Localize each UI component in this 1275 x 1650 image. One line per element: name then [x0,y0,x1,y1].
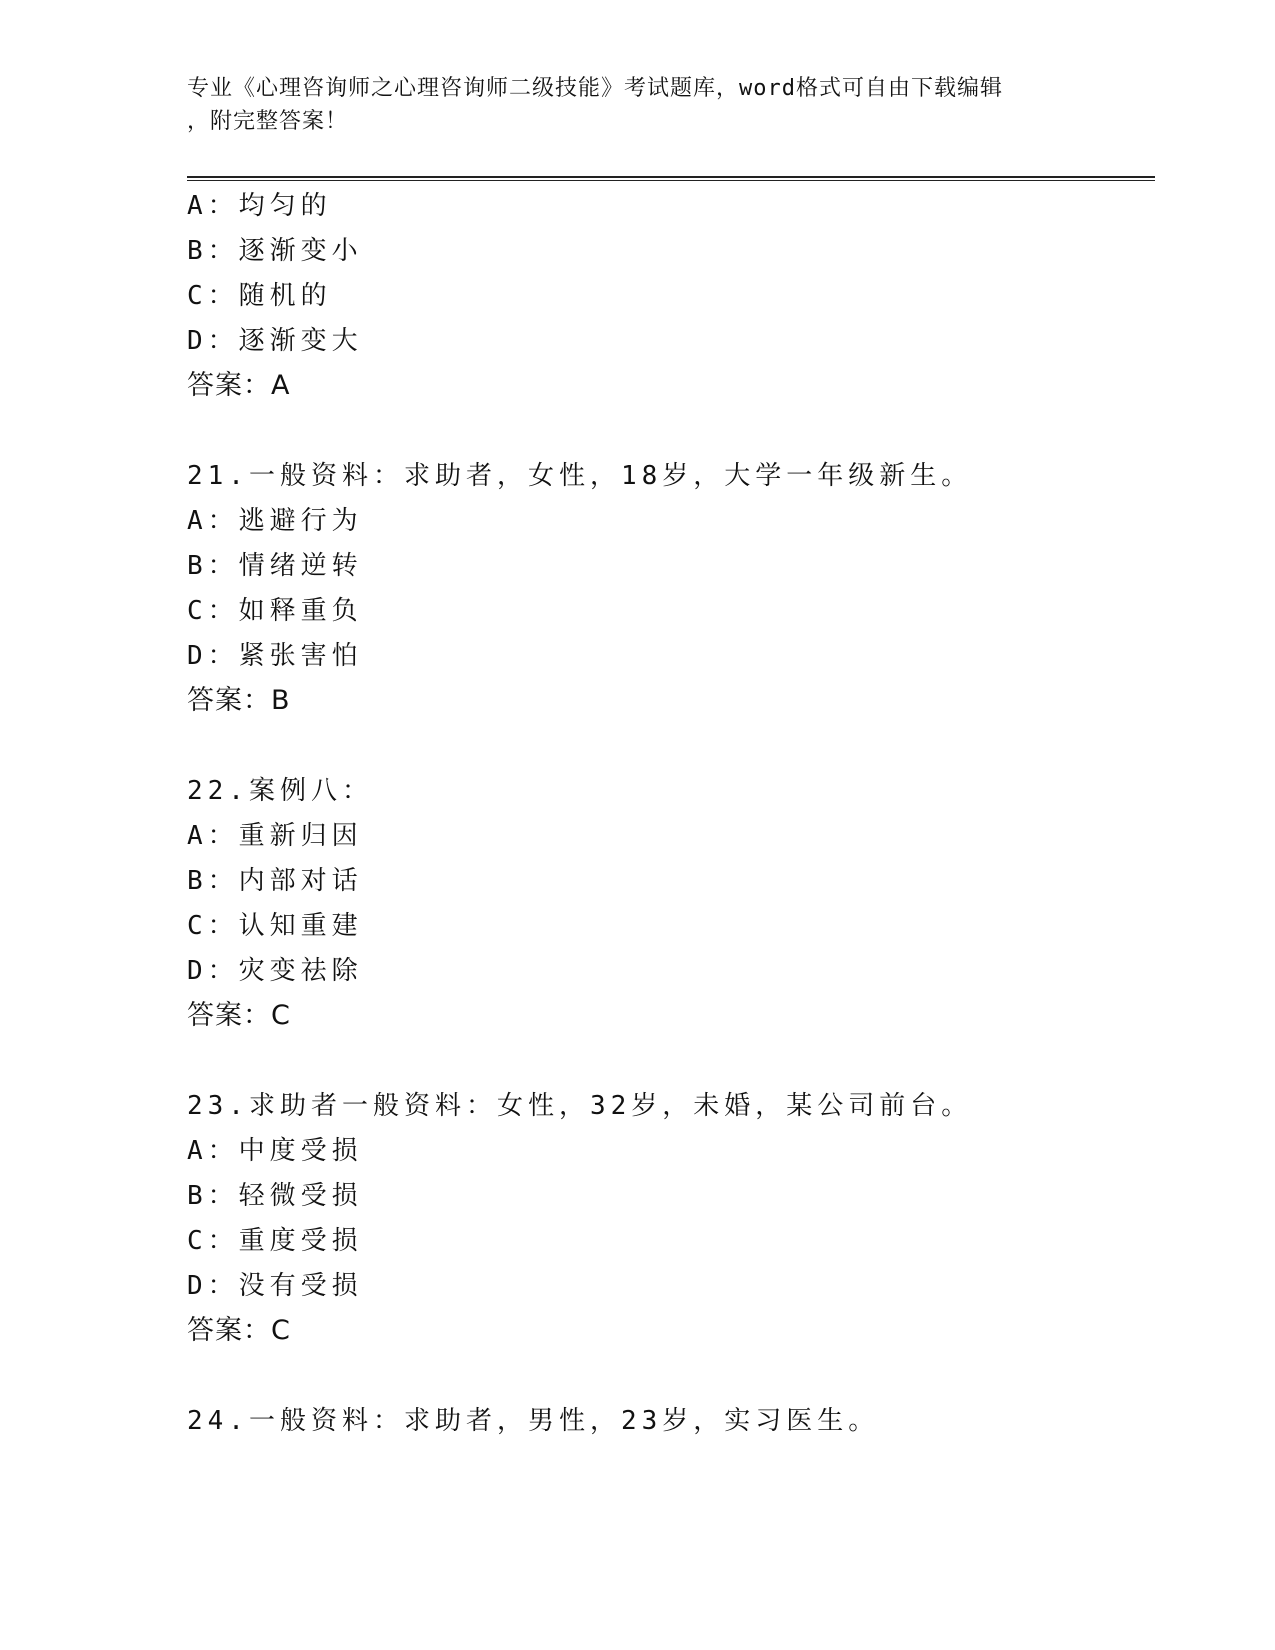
q20-answer: 答案：A [187,370,291,401]
q21-option-b: B：情绪逆转 [187,551,363,581]
q21-option-d: D：紧张害怕 [187,641,363,671]
q22-option-b: B：内部对话 [187,866,363,896]
header-subtitle-line: ，附完整答案！ [187,109,349,134]
q22-option-a: A：重新归因 [187,821,363,851]
q21-answer: 答案：B [187,685,291,716]
q21-option-c: C：如释重负 [187,596,363,626]
q23-option-b: B：轻微受损 [187,1181,363,1211]
q23-option-a: A：中度受损 [187,1136,363,1166]
q22-answer: 答案：C [187,1000,291,1031]
q24-stem: 24.一般资料：求助者，男性，23岁，实习医生。 [187,1406,880,1436]
q23-stem: 23.求助者一般资料：女性，32岁，未婚，某公司前台。 [187,1091,973,1121]
q21-option-a: A：逃避行为 [187,506,363,536]
q22-option-c: C：认知重建 [187,911,363,941]
header-divider [187,176,1155,181]
q20-option-c: C：随机的 [187,281,332,311]
q22-stem: 22.案例八： [187,776,373,806]
q20-option-a: A：均匀的 [187,191,332,221]
q20-option-b: B：逐渐变小 [187,236,363,266]
q22-option-d: D：灾变祛除 [187,956,363,986]
document-header [187,72,1067,138]
q21-stem: 21.一般资料：求助者，女性，18岁，大学一年级新生。 [187,461,973,491]
q20-option-d: D：逐渐变大 [187,326,363,356]
q23-answer: 答案：C [187,1315,291,1346]
q23-option-c: C：重度受损 [187,1226,363,1256]
header-title-line: 专业《心理咨询师之心理咨询师二级技能》考试题库，word格式可自由下载编辑 [187,76,1003,101]
q23-option-d: D：没有受损 [187,1271,363,1301]
